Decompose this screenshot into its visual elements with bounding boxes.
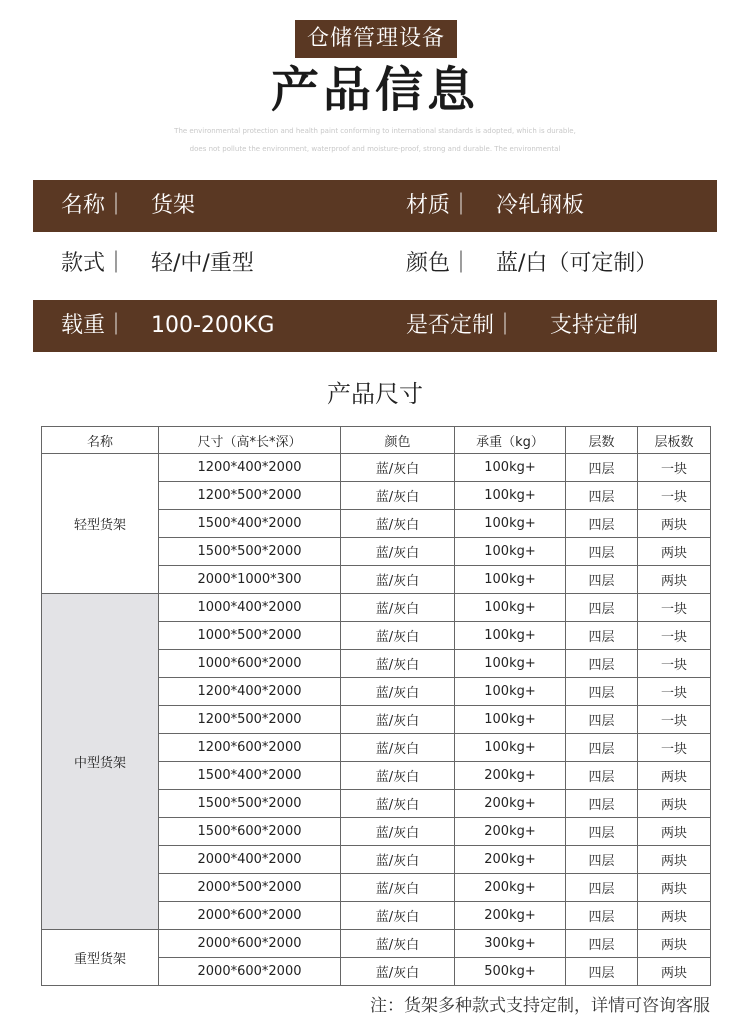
color-cell: 蓝/灰白 <box>341 790 455 818</box>
subtext-line-2: does not pollute the environment, waterproof and moisture-proof, strong and durable. The environmental <box>189 145 561 153</box>
size-cell: 2000*1000*300 <box>159 566 341 594</box>
info-row-style-color <box>33 238 717 290</box>
load-cell: 200kg+ <box>455 846 566 874</box>
load-cell: 100kg+ <box>455 454 566 482</box>
color-cell: 蓝/灰白 <box>341 510 455 538</box>
levels-cell: 四层 <box>566 482 638 510</box>
color-cell: 蓝/灰白 <box>341 762 455 790</box>
color-cell: 蓝/灰白 <box>341 482 455 510</box>
size-cell: 2000*600*2000 <box>159 930 341 958</box>
load-cell: 100kg+ <box>455 510 566 538</box>
load-cell: 200kg+ <box>455 762 566 790</box>
load-cell: 100kg+ <box>455 482 566 510</box>
size-cell: 1500*400*2000 <box>159 510 341 538</box>
footer-note: 注：货架多种款式支持定制，详情可咨询客服 <box>370 996 710 1016</box>
info-key-name: 名称｜ <box>61 193 128 218</box>
levels-cell: 四层 <box>566 538 638 566</box>
color-cell: 蓝/灰白 <box>341 846 455 874</box>
load-cell: 100kg+ <box>455 678 566 706</box>
color-cell: 蓝/灰白 <box>341 706 455 734</box>
color-cell: 蓝/灰白 <box>341 902 455 930</box>
color-cell: 蓝/灰白 <box>341 454 455 482</box>
color-cell: 蓝/灰白 <box>341 678 455 706</box>
header-load: 承重（kg） <box>455 427 566 454</box>
panels-cell: 一块 <box>638 650 711 678</box>
levels-cell: 四层 <box>566 594 638 622</box>
color-cell: 蓝/灰白 <box>341 734 455 762</box>
info-value-load: 100-200KG <box>151 313 275 338</box>
load-cell: 100kg+ <box>455 734 566 762</box>
levels-cell: 四层 <box>566 846 638 874</box>
size-cell: 2000*600*2000 <box>159 958 341 986</box>
load-cell: 100kg+ <box>455 622 566 650</box>
load-cell: 500kg+ <box>455 958 566 986</box>
panels-cell: 两块 <box>638 846 711 874</box>
levels-cell: 四层 <box>566 818 638 846</box>
levels-cell: 四层 <box>566 510 638 538</box>
size-cell: 2000*600*2000 <box>159 902 341 930</box>
size-cell: 1000*400*2000 <box>159 594 341 622</box>
panels-cell: 两块 <box>638 958 711 986</box>
header-color: 颜色 <box>341 427 455 454</box>
panels-cell: 两块 <box>638 762 711 790</box>
levels-cell: 四层 <box>566 958 638 986</box>
info-value-custom: 支持定制 <box>550 313 639 338</box>
load-cell: 200kg+ <box>455 790 566 818</box>
color-cell: 蓝/灰白 <box>341 538 455 566</box>
size-cell: 2000*500*2000 <box>159 874 341 902</box>
panels-cell: 两块 <box>638 874 711 902</box>
levels-cell: 四层 <box>566 566 638 594</box>
table-row <box>42 930 711 958</box>
color-cell: 蓝/灰白 <box>341 874 455 902</box>
levels-cell: 四层 <box>566 622 638 650</box>
subtext-line-1: The environmental protection and health paint conforming to international standards is adopted, which is durable, <box>174 127 576 135</box>
levels-cell: 四层 <box>566 678 638 706</box>
panels-cell: 一块 <box>638 706 711 734</box>
header-panels: 层板数 <box>638 427 711 454</box>
info-value-material: 冷轧钢板 <box>496 193 585 218</box>
size-cell: 1200*500*2000 <box>159 706 341 734</box>
panels-cell: 一块 <box>638 678 711 706</box>
color-cell: 蓝/灰白 <box>341 818 455 846</box>
page-title: 产品信息 <box>270 62 479 118</box>
levels-cell: 四层 <box>566 790 638 818</box>
size-cell: 1000*500*2000 <box>159 622 341 650</box>
info-key-color: 颜色｜ <box>406 251 473 276</box>
header-levels: 层数 <box>566 427 638 454</box>
size-table <box>41 426 711 986</box>
size-cell: 2000*400*2000 <box>159 846 341 874</box>
load-cell: 100kg+ <box>455 594 566 622</box>
size-cell: 1500*400*2000 <box>159 762 341 790</box>
levels-cell: 四层 <box>566 902 638 930</box>
table-row <box>42 594 711 622</box>
panels-cell: 两块 <box>638 538 711 566</box>
panels-cell: 一块 <box>638 734 711 762</box>
table-body <box>42 454 711 986</box>
group-name-cell: 重型货架 <box>42 930 159 986</box>
load-cell: 200kg+ <box>455 874 566 902</box>
info-key-material: 材质｜ <box>406 193 473 218</box>
levels-cell: 四层 <box>566 874 638 902</box>
table-row <box>42 454 711 482</box>
size-section-title: 产品尺寸 <box>327 380 423 408</box>
load-cell: 200kg+ <box>455 818 566 846</box>
size-cell: 1500*600*2000 <box>159 818 341 846</box>
color-cell: 蓝/灰白 <box>341 622 455 650</box>
load-cell: 300kg+ <box>455 930 566 958</box>
info-row-name-material <box>33 180 717 232</box>
panels-cell: 两块 <box>638 902 711 930</box>
load-cell: 100kg+ <box>455 538 566 566</box>
load-cell: 100kg+ <box>455 706 566 734</box>
levels-cell: 四层 <box>566 930 638 958</box>
panels-cell: 一块 <box>638 482 711 510</box>
load-cell: 100kg+ <box>455 566 566 594</box>
panels-cell: 两块 <box>638 510 711 538</box>
size-cell: 1200*500*2000 <box>159 482 341 510</box>
panels-cell: 两块 <box>638 930 711 958</box>
levels-cell: 四层 <box>566 734 638 762</box>
info-value-name: 货架 <box>151 193 196 218</box>
load-cell: 200kg+ <box>455 902 566 930</box>
info-row-load-custom <box>33 300 717 352</box>
color-cell: 蓝/灰白 <box>341 958 455 986</box>
info-value-style: 轻/中/重型 <box>151 251 254 276</box>
info-key-style: 款式｜ <box>61 251 128 276</box>
levels-cell: 四层 <box>566 454 638 482</box>
color-cell: 蓝/灰白 <box>341 650 455 678</box>
table-header-row <box>42 427 711 454</box>
info-key-load: 载重｜ <box>61 313 128 338</box>
color-cell: 蓝/灰白 <box>341 566 455 594</box>
size-cell: 1500*500*2000 <box>159 538 341 566</box>
size-cell: 1200*400*2000 <box>159 454 341 482</box>
size-cell: 1200*600*2000 <box>159 734 341 762</box>
levels-cell: 四层 <box>566 762 638 790</box>
load-cell: 100kg+ <box>455 650 566 678</box>
info-key-custom: 是否定制｜ <box>406 313 517 338</box>
panels-cell: 两块 <box>638 790 711 818</box>
size-cell: 1200*400*2000 <box>159 678 341 706</box>
panels-cell: 两块 <box>638 566 711 594</box>
levels-cell: 四层 <box>566 650 638 678</box>
category-tag: 仓储管理设备 <box>295 20 457 58</box>
size-cell: 1000*600*2000 <box>159 650 341 678</box>
header-size: 尺寸（高*长*深） <box>159 427 341 454</box>
levels-cell: 四层 <box>566 706 638 734</box>
group-name-cell: 轻型货架 <box>42 454 159 594</box>
header-name: 名称 <box>42 427 159 454</box>
panels-cell: 一块 <box>638 622 711 650</box>
panels-cell: 一块 <box>638 454 711 482</box>
color-cell: 蓝/灰白 <box>341 594 455 622</box>
color-cell: 蓝/灰白 <box>341 930 455 958</box>
panels-cell: 一块 <box>638 594 711 622</box>
group-name-cell: 中型货架 <box>42 594 159 930</box>
size-cell: 1500*500*2000 <box>159 790 341 818</box>
panels-cell: 两块 <box>638 818 711 846</box>
info-value-color: 蓝/白（可定制） <box>496 251 658 276</box>
